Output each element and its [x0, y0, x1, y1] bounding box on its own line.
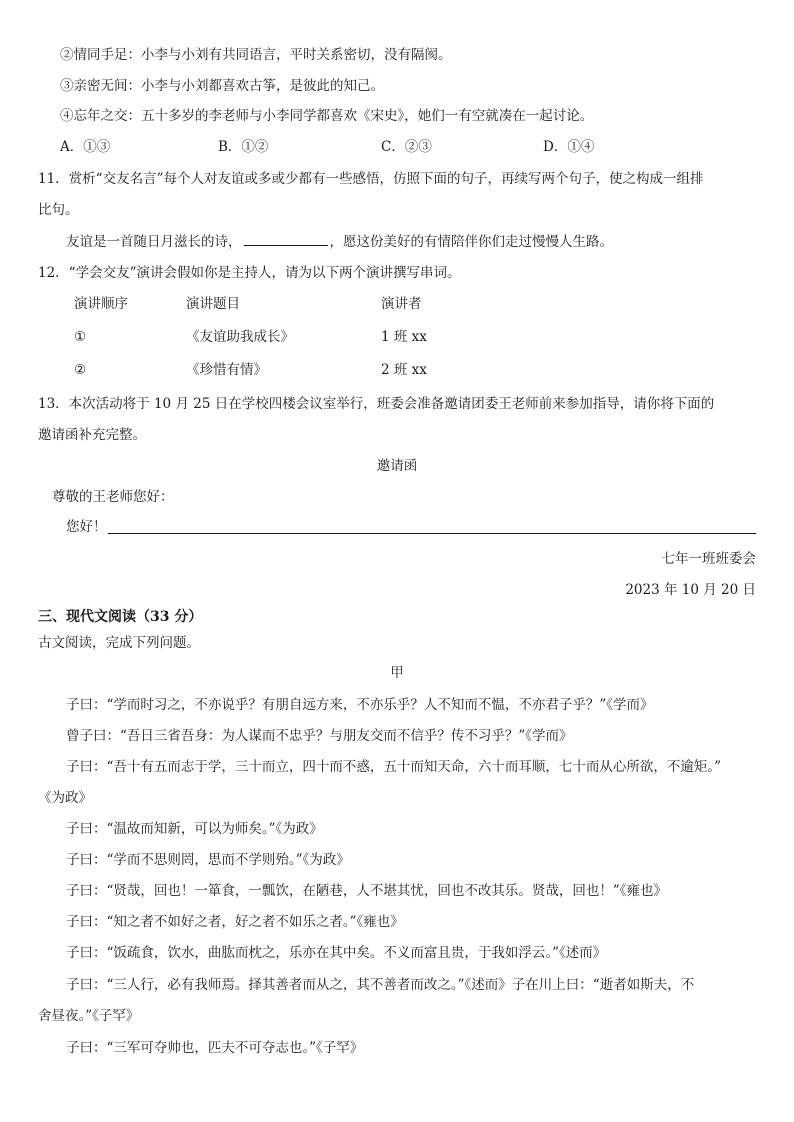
- q11-prompt-line1: 11．赏析“交友名言”每个人对友谊或多或少都有一些感悟，仿照下面的句子，再续写两个句子，使之构成一组排: [38, 171, 704, 187]
- q11-sentence: [66, 231, 613, 252]
- passage-line: 子曰：“三军可夺帅也，匹夫不可夺志也。”《子罕》: [66, 1040, 364, 1056]
- passage-line: 《为政》: [38, 790, 92, 806]
- letter-date: 2023 年 10 月 20 日: [625, 582, 756, 598]
- q13-prompt-line2: 邀请函补充完整。: [38, 427, 146, 443]
- q12-row2-order: ②: [74, 362, 87, 378]
- q11-sentence-before: 友谊是一首随日月滋长的诗，: [66, 234, 242, 250]
- passage-line: 子曰：“温故而知新，可以为师矣。”《为政》: [66, 821, 323, 837]
- q12-header-title: 演讲题目: [186, 296, 240, 312]
- q12-row1-title: 《友谊助我成长》: [186, 329, 294, 345]
- q10-item-4: ④忘年之交：五十多岁的李老师与小李同学都喜欢《宋史》，她们一有空就凑在一起讨论。: [60, 108, 594, 124]
- q12-row1-order: ①: [74, 329, 87, 345]
- q12-prompt: 12．“学会交友”演讲会假如你是主持人，请为以下两个演讲撰写串词。: [38, 265, 461, 281]
- q10-choice-d[interactable]: D．①④: [543, 139, 595, 155]
- letter-salutation: 尊敬的王老师您好：: [52, 489, 174, 505]
- passage-line: 子曰：“贤哉，回也！一箪食，一瓢饮，在陋巷，人不堪其忧，回也不改其乐。贤哉，回也！”《雍也》: [66, 883, 668, 899]
- letter-title: 邀请函: [376, 458, 418, 474]
- passage-line: 子曰：“饭疏食，饮水，曲肱而枕之，乐亦在其中矣。不义而富且贵，于我如浮云。”《述而》: [66, 945, 607, 961]
- passage-line: 子曰：“三人行，必有我师焉。择其善者而从之，其不善者而改之。”《述而》子在川上曰：“逝者如斯夫，不: [66, 977, 695, 993]
- letter-body-blank[interactable]: [108, 533, 756, 534]
- q12-row1-speaker: 1 班 xx: [381, 329, 427, 345]
- passage-line: 子曰：“吾十有五而志于学，三十而立，四十而不惑，五十而知天命，六十而耳顺，七十而从心所欲，不逾矩。”: [66, 759, 722, 775]
- section3-heading: 三、现代文阅读（33 分）: [38, 609, 203, 625]
- passage-line: 曾子曰：“吾日三省吾身：为人谋而不忠乎？与朋友交而不信乎？传不习乎？”《学而》: [66, 728, 573, 744]
- q11-prompt-line2: 比句。: [38, 202, 79, 218]
- q13-prompt-line1: 13．本次活动将于 10 月 25 日在学校四楼会议室举行，班委会准备邀请团委王老师前来参加指导，请你将下面的: [38, 396, 715, 412]
- passage-title: 甲: [390, 665, 404, 681]
- q10-choice-b[interactable]: B．①②: [218, 139, 269, 155]
- q10-choice-a[interactable]: A．①③: [60, 139, 111, 155]
- q11-sentence-after: ，愿这份美好的有情陪伴你们走过慢慢人生路。: [329, 234, 613, 250]
- q12-row2-title: 《珍惜有情》: [186, 362, 267, 378]
- letter-signature: 七年一班班委会: [661, 551, 756, 567]
- passage-line: 子曰：“学而时习之，不亦说乎？有朋自远方来，不亦乐乎？人不知而不愠，不亦君子乎？”《学而》: [66, 697, 654, 713]
- q12-header-order: 演讲顺序: [74, 296, 128, 312]
- passage-line: 子曰：“学而不思则罔，思而不学则殆。”《为政》: [66, 852, 350, 868]
- passage-line: 子曰：“知之者不如好之者，好之者不如乐之者。”《雍也》: [66, 914, 404, 930]
- q12-header-speaker: 演讲者: [381, 296, 422, 312]
- q11-answer-blank[interactable]: [244, 231, 328, 246]
- letter-greeting: 您好！: [66, 519, 107, 535]
- section3-intro: 古文阅读，完成下列问题。: [38, 635, 200, 651]
- q10-choice-c[interactable]: C．②③: [381, 139, 432, 155]
- q10-item-3: ③亲密无间：小李与小刘都喜欢古筝，是彼此的知己。: [60, 78, 384, 94]
- q12-row2-speaker: 2 班 xx: [381, 362, 427, 378]
- q10-item-2: ②情同手足：小李与小刘有共同语言，平时关系密切，没有隔阂。: [60, 47, 452, 63]
- passage-line: 舍昼夜。”《子罕》: [38, 1008, 140, 1024]
